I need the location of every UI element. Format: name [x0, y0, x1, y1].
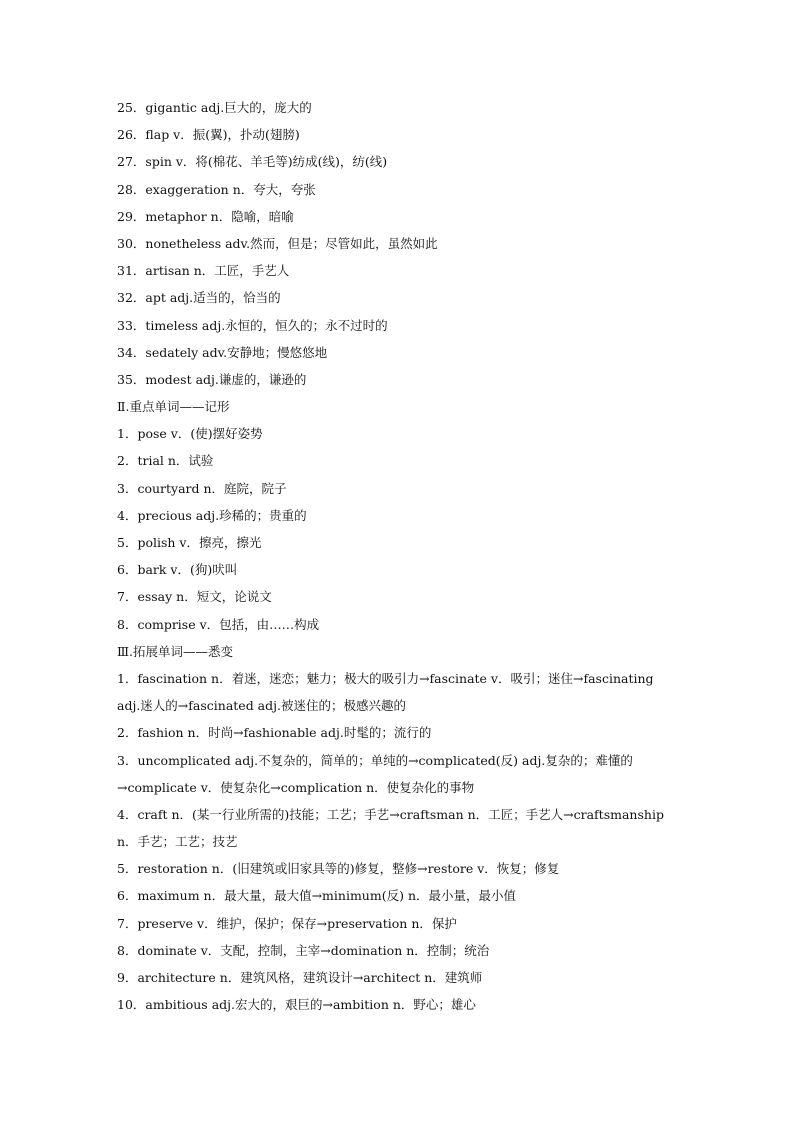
vocab-line: 27．spin v．将(棉花、羊毛等)纺成(线)，纺(线) — [117, 154, 388, 170]
vocab-line: 25．gigantic adj.巨大的，庞大的 — [117, 100, 312, 115]
vocab-line: 31．artisan n．工匠，手艺人 — [117, 263, 290, 279]
vocab-line: 5．restoration n．(旧建筑或旧家具等的)修复，整修→restore v．恢复；修复 — [117, 861, 560, 877]
vocab-line: 9．architecture n．建筑风格，建筑设计→architect n．建筑师 — [117, 970, 483, 985]
vocab-line-continuation: n．手艺；工艺；技艺 — [117, 834, 238, 850]
vocab-line: 32．apt adj.适当的，恰当的 — [117, 290, 281, 306]
vocab-line: 26．flap v．振(翼)，扑动(翅膀) — [117, 127, 300, 143]
vocab-line: 2．fashion n．时尚→fashionable adj.时髦的；流行的 — [117, 725, 432, 741]
vocab-line: 4．precious adj.珍稀的；贵重的 — [117, 507, 307, 523]
vocab-line: 10．ambitious adj.宏大的，艰巨的→ambition n．野心；雄心 — [117, 997, 476, 1013]
vocab-line: 28．exaggeration n．夸大，夸张 — [117, 181, 316, 197]
document-page — [117, 94, 683, 1018]
vocab-line: 2．trial n．试验 — [117, 453, 214, 469]
vocab-line: 7．essay n．短文，论说文 — [117, 589, 272, 605]
section-heading-extended-words: Ⅲ.拓展单词——悉变 — [117, 643, 234, 659]
section-heading-key-words: Ⅱ.重点单词——记形 — [117, 399, 230, 415]
vocab-line: 30．nonetheless adv.然而，但是；尽管如此，虽然如此 — [117, 235, 438, 251]
vocab-line-continuation: →complicate v．使复杂化→complication n．使复杂化的事物 — [117, 779, 475, 795]
vocab-line-continuation: adj.迷人的→fascinated adj.被迷住的；极感兴趣的 — [117, 698, 406, 714]
vocab-line: 29．metaphor n．隐喻，暗喻 — [117, 208, 294, 224]
vocab-line: 5．polish v．擦亮，擦光 — [117, 535, 262, 550]
vocab-line: 1．pose v．(使)摆好姿势 — [117, 426, 263, 442]
vocab-line: 6．maximum n．最大量，最大值→minimum(反) n．最小量，最小值 — [117, 888, 516, 904]
vocab-line: 6．bark v．(狗)吠叫 — [117, 562, 238, 578]
vocab-line: 3．uncomplicated adj.不复杂的，简单的；单纯的→complicated(反) adj.复杂的；难懂的 — [117, 752, 633, 768]
vocab-line: 7．preserve v．维护，保护；保存→preservation n．保护 — [117, 915, 457, 931]
vocab-line: 8．dominate v．支配，控制，主宰→domination n．控制；统治 — [117, 942, 490, 958]
vocab-line: 4．craft n．(某一行业所需的)技能；工艺；手艺→craftsman n．工匠；手艺人→craftsmanship — [117, 806, 664, 822]
vocab-line: 3．courtyard n．庭院，院子 — [117, 480, 287, 496]
vocab-line: 8．comprise v．包括，由……构成 — [117, 616, 320, 632]
vocab-line: 35．modest adj.谦虚的，谦逊的 — [117, 371, 307, 387]
vocab-line: 1．fascination n．着迷，迷恋；魅力；极大的吸引力→fascinate v．吸引；迷住→fascinating — [117, 670, 654, 686]
vocab-line: 34．sedately adv.安静地；慢悠悠地 — [117, 344, 328, 360]
vocab-line: 33．timeless adj.永恒的，恒久的；永不过时的 — [117, 317, 388, 333]
